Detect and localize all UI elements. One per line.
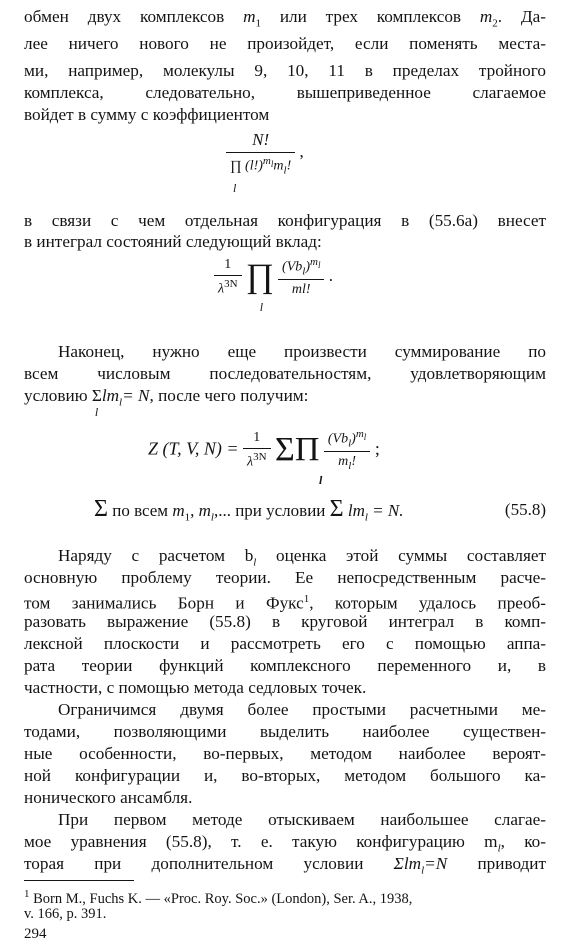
text-line: Наряду с расчетом $b_l$ оценка этой суммы составляет bbox=[58, 546, 547, 569]
equation-contribution: $\frac{1}{\lambda^{3N}}$ ∏ l $\frac{(Vb_l)^{m_l}}{ml!}$ . bbox=[214, 256, 333, 298]
text-line: условию Σ l $lm_l= N$, после чего получим: bbox=[24, 386, 309, 419]
text-line: При первом методе отыскиваем наибольшее слагае- bbox=[58, 810, 546, 829]
text-line: мое уравнения (55.8), т. е. такую конфигурацию $m_l$, ко- bbox=[24, 832, 546, 855]
footnote-continuation: v. 166, p. 391. bbox=[24, 906, 107, 922]
text-line: Наконец, нужно еще произвести суммирование по bbox=[58, 342, 546, 361]
text-line: рата теории функций комплексного переменного и, в bbox=[24, 656, 546, 675]
text-line: нонического ансамбля. bbox=[24, 788, 193, 807]
footnote-separator bbox=[24, 880, 134, 881]
text-line: комплекса, следовательно, вышеприведенное слагаемое bbox=[24, 83, 546, 102]
equation-partition-function: Z (T, V, N) = $\frac{1}{\lambda^{3N}}$ ΣΠ l $\frac{(Vb_l)^{m_l}}{m_l!}$ ; bbox=[148, 428, 380, 488]
text-line: ные особенности, во-первых, методом наиболее вероят- bbox=[24, 744, 546, 763]
text-line: в интеграл состояний следующий вклад: bbox=[24, 232, 322, 251]
text-line: ной конфигурации и, во-вторых, методом большого ка- bbox=[24, 766, 546, 785]
text-line: торая при дополнительном условии Σlm$_l$=N приводит bbox=[24, 854, 546, 877]
equation-number: (55.8) bbox=[504, 500, 546, 519]
text-line: в связи с чем отдельная конфигурация в (55.6a) внесет bbox=[24, 211, 546, 230]
text-line: ми, например, молекулы 9, 10, 11 в пределах тройного bbox=[24, 61, 546, 80]
equation-coefficient: N! ∏ l $(l!)^{m_l}m_l$! , bbox=[226, 130, 304, 176]
text-line: тодами, позволяющими выделить наиболее существен- bbox=[24, 722, 546, 741]
equation-condition: Σ по всем $m_1$, $m_l$,... при условии Σ $lm_l = N$. (55.8) bbox=[94, 496, 546, 524]
text-line: том занимались Борн и Фукс$^1$, которым удалось преоб- bbox=[24, 593, 547, 613]
text-line: основную проблему теории. Ее непосредственным расче- bbox=[24, 568, 546, 587]
text-line: лексной плоскости и рассмотреть его с помощью аппа- bbox=[24, 634, 546, 653]
text-line: войдет в сумму с коэффициентом bbox=[24, 105, 270, 124]
text-line: обмен двух комплексов $m_1$ или трех комплексов $m_2$. Да- bbox=[24, 7, 546, 30]
text-line: всем числовым последовательностям, удовлетворяющим bbox=[24, 364, 546, 383]
text-line: разовать выражение (55.8) в круговой интеграл в комп- bbox=[24, 612, 546, 631]
page-number: 294 bbox=[24, 926, 47, 942]
footnote-mark: 1 bbox=[303, 593, 310, 605]
text-line: частности, с помощью метода седловых точек. bbox=[24, 678, 367, 697]
text-line: лее ничего нового не произойдет, если поменять места- bbox=[24, 34, 546, 53]
text-line: Ограничимся двумя более простыми расчетными ме- bbox=[58, 700, 546, 719]
footnote: $^1$ Born M., Fuchs K. — «Proc. Roy. Soc.» (London), Ser. A., 1938, bbox=[24, 888, 413, 907]
